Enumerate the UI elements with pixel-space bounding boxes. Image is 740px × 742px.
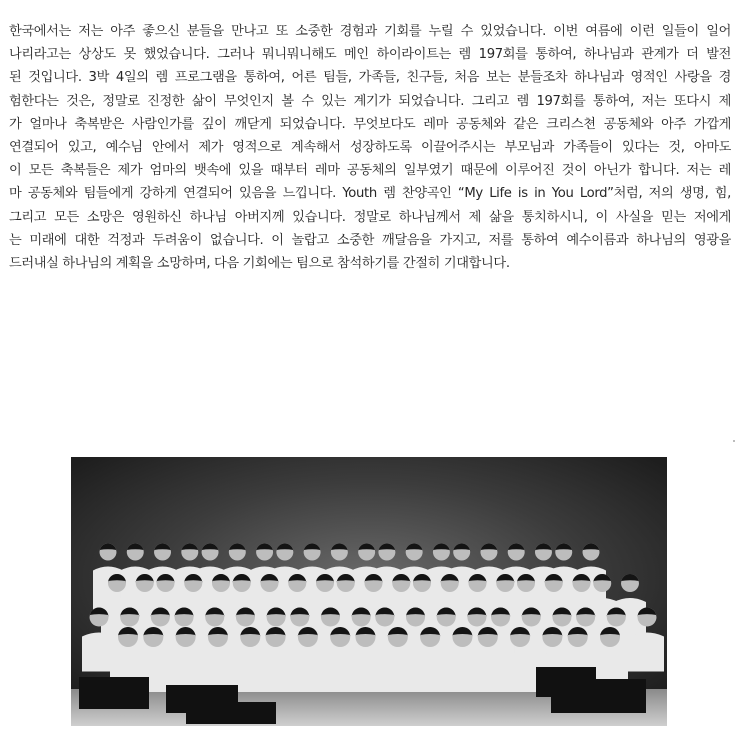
article-line: 된 것입니다. 3박 4일의 렘 프로그램을 통하여, 어른 팀들, 가족들, 친구들, 처음 보는 분들조차 하나님과 영적인 사랑을 경 [9,70,731,86]
article-body [9,20,731,275]
article-line: 마 공동체와 팀들에게 강하게 연결되어 있음을 느낍니다. Youth 렘 찬양곡인 “My Life is in You Lord”처럼, 저의 생명, 힘, [9,186,731,202]
stage-monitor [551,679,646,713]
article-line: 이 모든 축복들은 제가 엄마의 뱃속에 있을 때부터 레마 공동체의 일부였기 때문에 이루어진 것이 아닌가 합니다. 저는 레 [9,163,731,179]
stage-monitor [79,677,149,709]
article-line: 가 얼마나 축복받은 사람인가를 깊이 깨닫게 되었습니다. 무엇보다도 레마 공동체와 같은 크리스쳔 공동체와 아주 가깝게 [9,116,731,132]
article-line: 험한다는 것은, 정말로 진정한 삶이 무엇인지 볼 수 있는 계기가 되었습니다. 그리고 렘 197회를 통하여, 저는 또다시 제 [9,93,731,109]
article-line: 그리고 모든 소망은 영원하신 하나님 아버지께 있습니다. 정말로 하나님께서 제 삶을 통치하시니, 이 사실을 믿는 저에게 [9,209,731,225]
article-line: 연결되어 있고, 예수님 안에서 제가 영적으로 계속해서 성장하도록 이끌어주시는 부모님과 가족들이 있다는 것, 아마도 [9,140,731,156]
group-photo-image [71,457,667,726]
article-line: 한국에서는 저는 아주 좋으신 분들을 만나고 또 소중한 경험과 기회를 누릴 수 있었습니다. 이번 여름에 이런 일들이 일어 [9,24,731,39]
article-line: 는 미래에 대한 걱정과 두려움이 없습니다. 이 놀랍고 소중한 깨달음을 가지고, 저를 통하여 예수이름과 하나님의 영광을 [9,232,731,248]
group-photo [71,457,667,726]
scan-speck [733,440,735,442]
stage-monitor [186,702,276,724]
article-line: 나리라고는 상상도 못 했었습니다. 그러나 뭐니뭐니해도 메인 하이라이트는 렘 197회를 통하여, 하나님과 관계가 더 발전 [9,47,731,63]
article-line: 드러내실 하나님의 계획을 소망하며, 다음 기회에는 팀으로 참석하기를 간절히 기대합니다. [9,256,510,272]
